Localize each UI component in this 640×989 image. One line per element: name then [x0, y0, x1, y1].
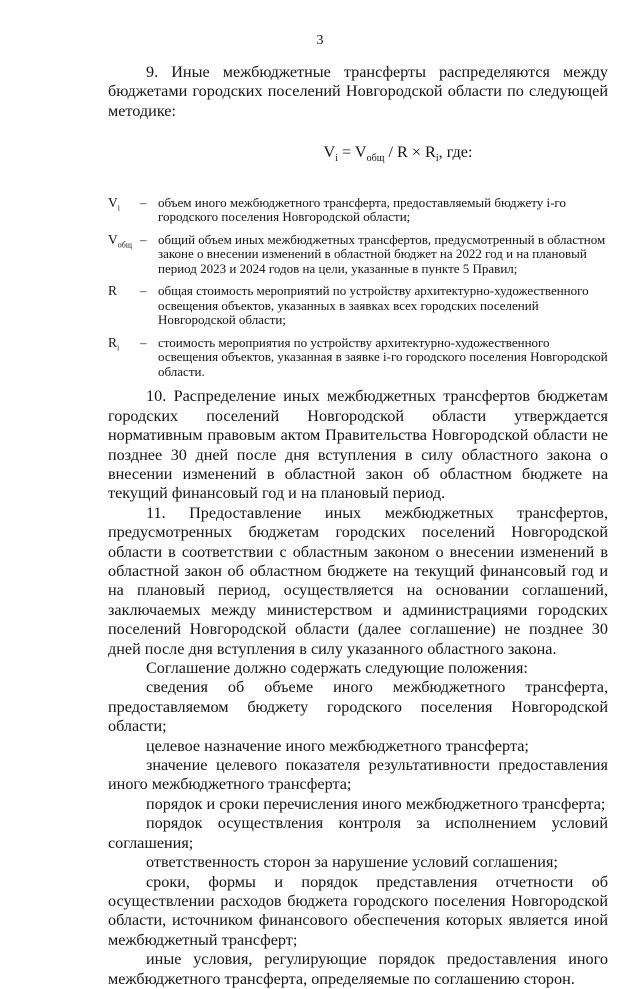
definition-vobsh [108, 233, 608, 277]
provision-item: порядок осуществления контроля за исполнением условий соглашения; [108, 814, 608, 852]
definitions-list [108, 196, 608, 380]
provision-item: порядок и сроки перечисления иного межбюджетного трансферта; [146, 794, 606, 813]
definition-vi [108, 196, 608, 225]
paragraph-10: 10. Распределение иных межбюджетных трансфертов бюджетам городских поселений Новгородской области утверждается нормативным правовым актом Правительства Новгородской области не позднее 30 дней после дня вступления в силу областного закона о внесении изменений в областной закон об областном бюджете на текущий финансовый год и на плановый период. [108, 387, 608, 503]
paragraph-9: 9. Иные межбюджетные трансферты распределяются между бюджетами городских поселений Новгородской области по следующей методике: [108, 63, 608, 120]
formula-tail: , где: [438, 143, 473, 162]
provision-item: ответственность сторон за нарушение условий соглашения; [146, 853, 558, 872]
provision-item: значение целевого показателя результативности предоставления иного межбюджетного трансферта; [108, 756, 608, 794]
page-number: 3 [316, 33, 324, 48]
formula-mid: / R × R [384, 143, 436, 162]
paragraph-11: 11. Предоставление иных межбюджетных трансфертов, предусмотренных бюджетам городских поселений Новгородской области в соответствии с областным законом о внесении изменений в областной закон об областном бюджете на текущий финансовый год и на плановый период, осуществляется на основании соглашений, заключаемых между министерством и администрациями городских поселений Новгородской области (далее соглашение) не позднее 30 дней после дня вступления в силу указанного областного закона. [108, 503, 608, 658]
definition-text: стоимость мероприятия по устройству архитектурно-художественного освещения объектов, указанная в заявке i-го городского поселения Новгородской области. [158, 334, 608, 379]
definition-r [108, 284, 608, 328]
definition-ri [108, 336, 608, 380]
agreement-intro: Соглашение должно содержать следующие положения: [146, 659, 528, 678]
definition-symbol: $V_i$ [108, 194, 120, 213]
provision-item: сроки, формы и порядок представления отчетности об осуществлении расходов бюджета городского поселения Новгородской области, источником финансового обеспечения которых является иной межбюджетный трансферт; [108, 872, 608, 949]
definition-text: объем иного межбюджетного трансферта, предоставляемый бюджету i-го городского поселения Новгородской области; [158, 194, 566, 225]
provision-item: целевое назначение иного межбюджетного трансферта; [146, 736, 529, 755]
formula-v: V [323, 143, 336, 162]
definition-text: общий объем иных межбюджетных трансфертов, предусмотренный в областном законе о внесении изменений в областной бюджет на 2022 год и на плановый период 2023 и 2024 годов на цели, указанные в пункте 5 Правил; [158, 231, 606, 276]
formula-sub-i: i [335, 153, 338, 165]
definition-dash: – [140, 334, 147, 350]
formula-sub-obsh: общ [366, 153, 385, 165]
definition-text: общая стоимость мероприятий по устройству архитектурно-художественного освещения объектов, указанных в заявках всех городских поселений Новгородской области; [158, 283, 589, 328]
definition-symbol: R [108, 283, 118, 299]
definition-dash: – [140, 231, 147, 247]
definition-dash: – [140, 283, 147, 299]
provision-item: иные условия, регулирующие порядок предоставления иного межбюджетного трансферта, определяемые по соглашению сторон. [108, 950, 608, 988]
formula [108, 143, 608, 169]
document-body [108, 63, 608, 989]
definition-symbol: $R_i$ [108, 334, 120, 353]
formula-sub-i-2: i [435, 153, 439, 165]
formula-eq: = V [338, 143, 367, 162]
provision-item: сведения об объеме иного межбюджетного трансферта, предоставляемом бюджету городского поселения Новгородской области; [108, 678, 608, 736]
definition-dash: – [140, 194, 147, 210]
definition-symbol: $V_{общ}$ [108, 231, 132, 250]
